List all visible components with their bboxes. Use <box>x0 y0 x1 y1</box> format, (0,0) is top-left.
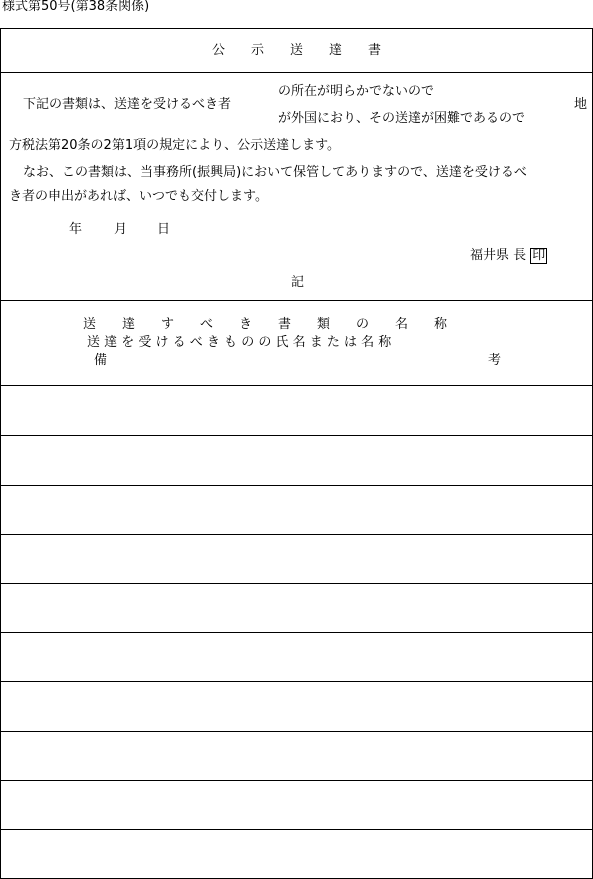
option-address-unknown: の所在が明らかでないので <box>278 84 435 99</box>
header-remarks-right: 考 <box>488 353 502 368</box>
table-row <box>1 485 592 486</box>
header-recipient-name: 送 達 を 受 け る べ き も の の 氏 名 ま た は 名 称 <box>87 335 392 350</box>
body-line1-prefix: 下記の書類は、送達を受けるべき者 <box>23 97 232 112</box>
note-mark: 記 <box>291 275 305 290</box>
date-year: 年 <box>69 222 83 237</box>
table-row <box>1 632 592 633</box>
table-row <box>1 583 592 584</box>
body-line3: なお、この書類は、当事務所(振興局)において保管してありますので、送達を受けるべ <box>23 165 527 180</box>
seal-mark: 印 <box>532 248 546 263</box>
form-number: 様式第50号(第38条関係) <box>2 0 150 14</box>
divider <box>1 72 592 73</box>
table-row <box>1 534 592 535</box>
issuer-line <box>470 248 547 264</box>
table-row <box>1 731 592 732</box>
option-abroad: が外国におり、その送達が困難であるので <box>278 111 526 126</box>
issuer-name: 福井県 長 <box>470 248 527 263</box>
table-row <box>1 829 592 830</box>
date-month: 月 <box>114 222 128 237</box>
table-row <box>1 435 592 436</box>
header-remarks-left: 備 <box>94 353 108 368</box>
divider <box>1 300 592 301</box>
table-row <box>1 681 592 682</box>
form-title: 公 示 送 達 書 <box>211 43 381 58</box>
header-document-name: 送 達 す べ き 書 類 の 名 称 <box>83 317 448 332</box>
body-line4: き者の申出があれば、いつでも交付します。 <box>9 189 268 204</box>
notice-form <box>0 28 593 879</box>
body-line2: 方税法第20条の2第1項の規定により、公示送達します。 <box>9 138 341 153</box>
body-line1-suffix: 地 <box>574 97 588 112</box>
divider <box>1 385 592 386</box>
date-day: 日 <box>157 222 171 237</box>
table-row <box>1 780 592 781</box>
